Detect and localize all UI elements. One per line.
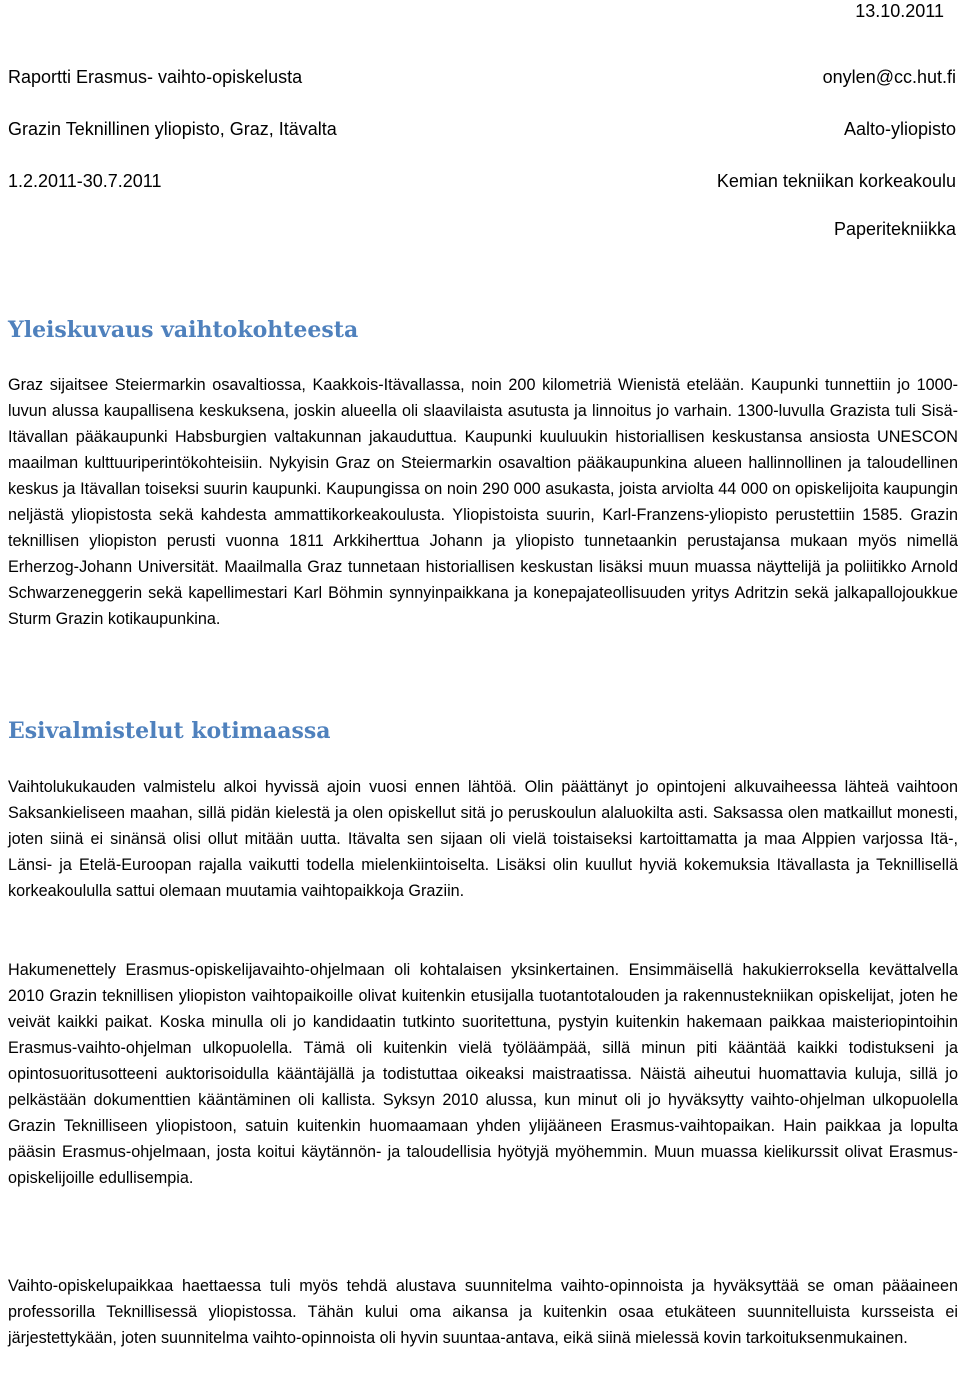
header-row-4 — [8, 218, 956, 240]
header-row-2 — [8, 118, 956, 140]
home-university: Aalto-yliopisto — [843, 119, 956, 139]
report-date: 13.10.2011 — [855, 1, 944, 21]
paragraph-preparations-1: Vaihtolukukauden valmistelu alkoi hyvissä ajoin vuosi ennen lähtöä. Olin päättänyt jo opintojeni alkuvaiheessa lähteä vaihtoon Saksankieliseen maahan, sillä pidän kielestä ja olen opiskellut sitä jo peruskoulun alaluokilta asti. Saksassa olen matkaillut monesti, joten siinä ei sinänsä olisi ollut mitään uutta. Itävalta sen sijaan oli vielä toistaiseksi kartoittamatta ja maa Alppien varjossa Itä-, Länsi- ja Etelä-Euroopan rajalla vaikutti todella mielenkiintoiselta. Lisäksi olin kuullut hyviä kokemuksia Itävallasta ja Teknillisellä korkeakoululla sattui olemaan muutamia vaihtopaikkoja Graziin. — [8, 778, 958, 900]
home-department: Paperitekniikka — [833, 219, 956, 239]
home-school: Kemian tekniikan korkeakoulu — [716, 171, 956, 191]
paragraph-preparations-3: Vaihto-opiskelupaikkaa haettaessa tuli myös tehdä alustava suunnitelma vaihto-opinnoista ja hyväksyttää se oman pääaineen professorilla Teknillisessä yliopistossa. Tähän kului oma aikansa ja kuitenkin osaa etukäteen suunnitelluista kursseista ei järjestettykään, joten suunnitelma vaihto-opinnoista oli hyvin suuntaa-antava, eikä siinä mielessä kovin tarkoituksenmukainen. — [8, 1277, 958, 1347]
header-row-1 — [8, 66, 956, 88]
section-heading-preparations: Esivalmistelut kotimaassa — [8, 718, 331, 744]
paragraph-overview: Graz sijaitsee Steiermarkin osavaltiossa, Kaakkois-Itävallassa, noin 200 kilometriä Wienistä etelään. Kaupunki tunnettiin jo 1000-luvun alussa kaupallisena keskuksena, joskin alueella oli slaavilaista asutusta ja linnoitus jo varhain. 1300-luvulla Grazista tuli Sisä-Itävallan pääkaupunki Habsburgien valtakunnan jakauduttua. Kaupunki kuuluukin historiallisen keskustansa ansiosta UNESCON maailman kulttuuriperintökohteisiin. Nykyisin Graz on Steiermarkin osavaltion pääkaupunkina alueen hallinnollinen ja taloudellinen keskus ja Itävallan toiseksi suurin kaupunki. Kaupungissa on noin 290 000 asukasta, joista arviolta 44 000 on opiskelijoita kaupungin neljästä yliopistosta sekä kahdesta ammattikorkeakoulusta. Yliopistoista suurin, Karl-Franzens-yliopisto perustettiin 1585. Grazin teknillisen yliopiston perusti vuonna 1811 Arkkiherttua Johann ja yliopisto tunnetaankin perustajansa mukaan myös nimellä Erherzog-Johann Universität. Maailmalla Graz tunnetaan historiallisen keskustan lisäksi muun muassa näyttelijä ja poliitikko Arnold Schwarzeneggerin sekä kapellimestari Karl Böhmin synnyinpaikkana ja konepajateollisuuden yritys Adritzin sekä jalkapallojoukkue Sturm Grazin kotikaupunkina. — [8, 376, 958, 628]
host-university: Grazin Teknillinen yliopisto, Graz, Itävalta — [8, 119, 337, 139]
exchange-period: 1.2.2011-30.7.2011 — [8, 171, 162, 191]
section-heading-overview: Yleiskuvaus vaihtokohteesta — [8, 317, 359, 343]
author-email: onylen@cc.hut.fi — [822, 67, 956, 87]
report-title: Raportti Erasmus- vaihto-opiskelusta — [8, 67, 303, 87]
paragraph-preparations-2: Hakumenettely Erasmus-opiskelijavaihto-ohjelmaan oli kohtalaisen yksinkertainen. Ensimmäisellä hakukierroksella kevättalvella 2010 Grazin teknillisen yliopiston vaihtopaikoille olivat kuitenkin etusijalla tuotantotalouden ja rakennustekniikan opiskelijat, joten he veivät kaikki paikat. Koska minulla oli jo kandidaatin tutkinto suoritettuna, pystyin kuitenkin hakemaan paikkaa maisteriopintoihin Erasmus-vaihto-ohjelman ulkopuolella. Tämä oli kuitenkin vielä työläämpää, sillä minun piti kääntää kaikki todistukseni ja opintosuoritusotteeni auktorisoidulla kääntäjällä ja todistuttaa oikeaksi maistraatissa. Näistä aiheutui huomattavia kuluja, sillä jo pelkästään dokumenttien kääntäminen oli kallista. Syksyn 2010 alussa, kun minut oli jo hyväksytty vaihto-ohjelman ulkopuolella Grazin Teknilliseen yliopistoon, satuin kuitenkin huomaamaan yhden ylijääneen Erasmus-vaihtopaikan. Hain paikkaa ja lopulta pääsin Erasmus-ohjelmaan, josta koitui käytännön- ja taloudellisia hyötyjä myöhemmin. Muun muassa kielikurssit olivat Erasmus-opiskelijoille edullisempia. — [8, 961, 958, 1187]
header-row-3 — [8, 170, 956, 192]
